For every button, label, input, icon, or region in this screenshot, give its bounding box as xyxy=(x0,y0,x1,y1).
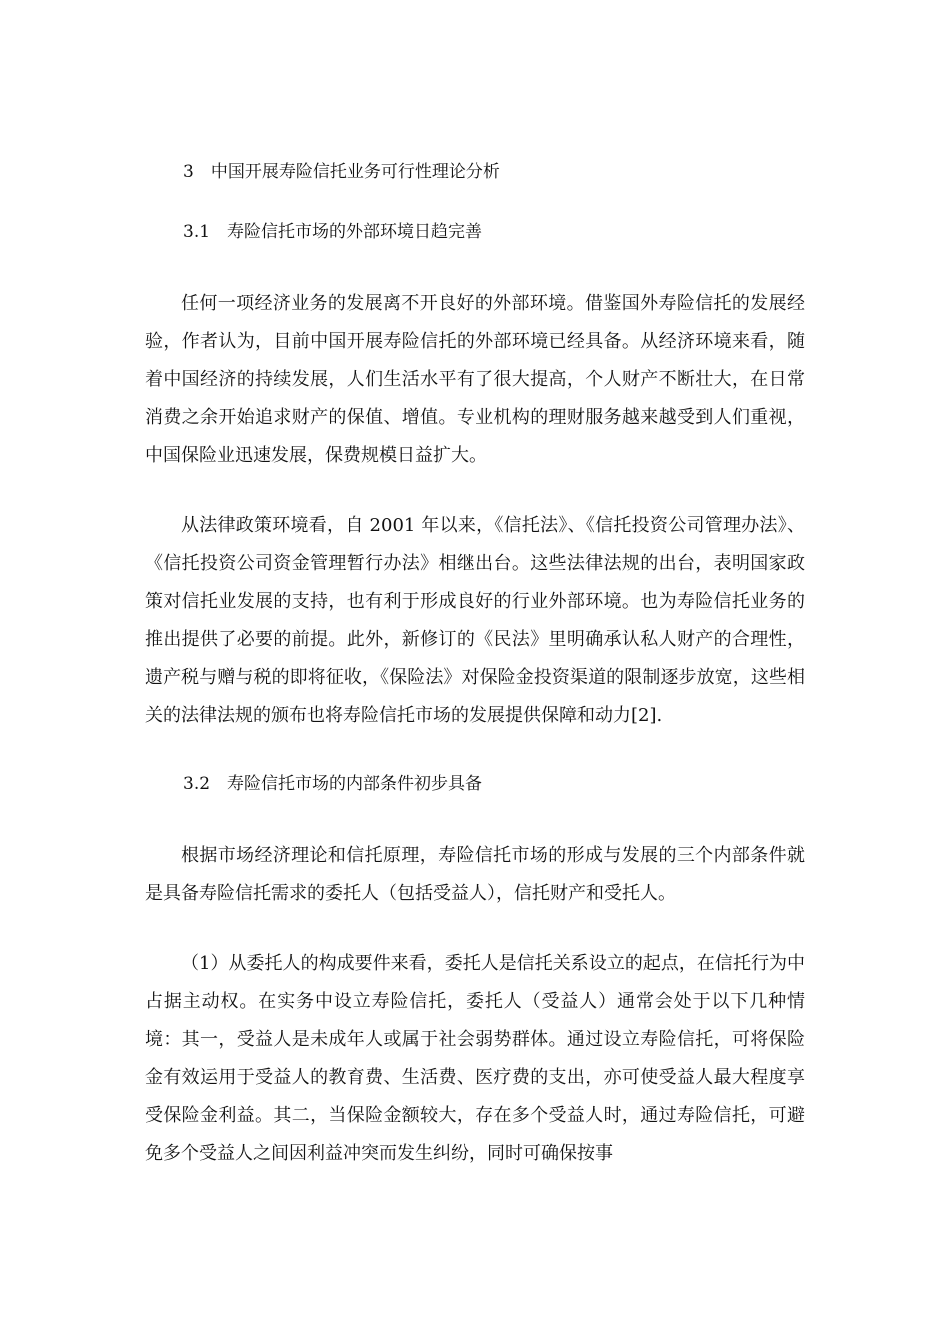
section-heading-3-1: 3.1 寿险信托市场的外部环境日趋完善 xyxy=(183,222,483,242)
paragraph-internal-conditions: 根据市场经济理论和信托原理，寿险信托市场的形成与发展的三个内部条件就是具备寿险信托需求的委托人（包括受益人），信托财产和受托人。 xyxy=(145,845,805,904)
spacer xyxy=(145,913,805,945)
spacer xyxy=(145,249,805,285)
document-body xyxy=(145,155,805,1173)
spacer xyxy=(145,735,805,767)
section-heading-3-2: 3.2 寿险信托市场的内部条件初步具备 xyxy=(183,774,483,794)
spacer xyxy=(145,475,805,507)
paragraph-legal-environment: 从法律政策环境看，自 2001 年以来，《信托法》、《信托投资公司管理办法》、《信托投资公司资金管理暂行办法》相继出台。这些法律法规的出台，表明国家政策对信托业发展的支持，也有利于形成良好的行业外部环境。也为寿险信托业务的推出提供了必要的前提。此外，新修订的《民法》里明确承认私人财产的合理性，遗产税与赠与税的即将征收，《保险法》对保险金投资渠道的限制逐步放宽，这些相关的法律法规的颁布也将寿险信托市场的发展提供保障和动力[2]. xyxy=(145,515,805,726)
spacer xyxy=(145,801,805,837)
spacer xyxy=(145,189,805,215)
paragraph-settlor-elements: （1）从委托人的构成要件来看，委托人是信托关系设立的起点，在信托行为中占据主动权。在实务中设立寿险信托，委托人（受益人）通常会处于以下几种情境：其一，受益人是未成年人或属于社会弱势群体。通过设立寿险信托，可将保险金有效运用于受益人的教育费、生活费、医疗费的支出，亦可使受益人最大程度享受保险金利益。其二，当保险金额较大，存在多个受益人时，通过寿险信托，可避免多个受益人之间因利益冲突而发生纠纷，同时可确保按事 xyxy=(145,953,805,1164)
section-heading-3: 3 中国开展寿险信托业务可行性理论分析 xyxy=(183,162,500,182)
paragraph-economic-environment: 任何一项经济业务的发展离不开良好的外部环境。借鉴国外寿险信托的发展经验，作者认为，目前中国开展寿险信托的外部环境已经具备。从经济环境来看，随着中国经济的持续发展，人们生活水平有了很大提高，个人财产不断壮大，在日常消费之余开始追求财产的保值、增值。专业机构的理财服务越来越受到人们重视，中国保险业迅速发展，保费规模日益扩大。 xyxy=(145,293,805,466)
